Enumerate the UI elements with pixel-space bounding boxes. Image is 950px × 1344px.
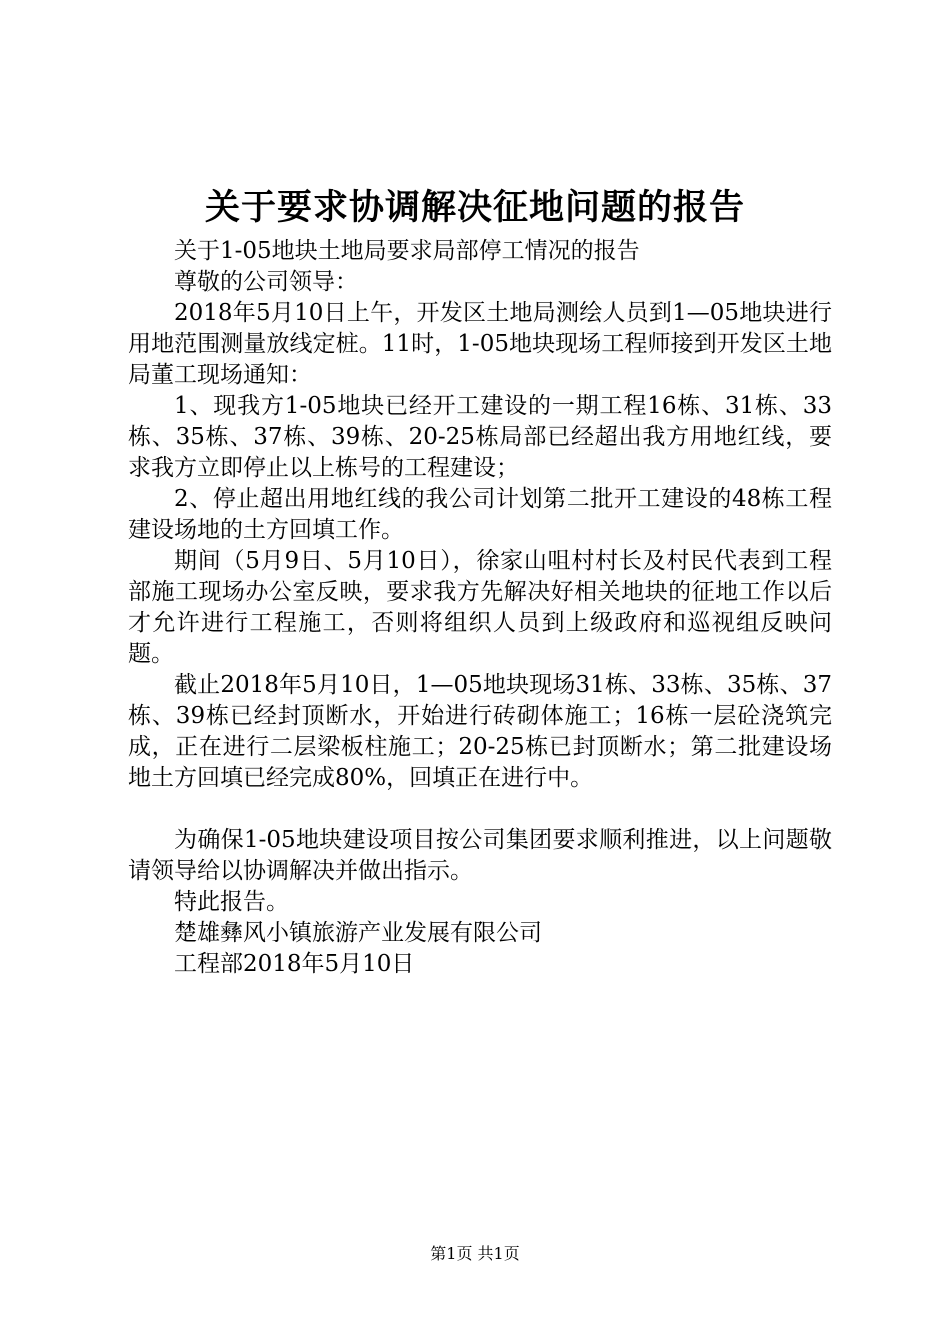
document-body <box>128 236 832 980</box>
paragraph-request: 为确保1-05地块建设项目按公司集团要求顺利推进，以上问题敬请领导给以协调解决并做出指示。 <box>128 827 832 884</box>
salutation: 尊敬的公司领导： <box>174 269 358 295</box>
paragraph-progress: 截止2018年5月10日，1—05地块现场31栋、33栋、35栋、37栋、39栋已经封顶断水，开始进行砖砌体施工；16栋一层砼浇筑完成，正在进行二层梁板柱施工；20-25栋已封顶断水；第二批建设场地土方回填已经完成80%，回填正在进行中。 <box>128 672 832 791</box>
page-number-footer: 第1页 共1页 <box>430 1244 520 1263</box>
signature-department-date: 工程部2018年5月10日 <box>174 951 415 977</box>
report-subtitle: 关于1-05地块土地局要求局部停工情况的报告 <box>174 238 640 264</box>
paragraph-item-2: 2、停止超出用地红线的我公司计划第二批开工建设的48栋工程建设场地的土方回填工作。 <box>128 486 832 543</box>
paragraph-survey: 2018年5月10日上午，开发区土地局测绘人员到1—05地块进行用地范围测量放线定桩。11时，1-05地块现场工程师接到开发区土地局董工现场通知： <box>128 300 832 388</box>
paragraph-item-1: 1、现我方1-05地块已经开工建设的一期工程16栋、31栋、33栋、35栋、37栋、39栋、20-25栋局部已经超出我方用地红线，要求我方立即停止以上栋号的工程建设； <box>128 393 832 481</box>
document-title: 关于要求协调解决征地问题的报告 <box>204 187 745 228</box>
blank-line <box>128 794 832 825</box>
paragraph-villagers: 期间（5月9日、5月10日），徐家山咀村村长及村民代表到工程部施工现场办公室反映，要求我方先解决好相关地块的征地工作以后才允许进行工程施工，否则将组织人员到上级政府和巡视组反映问题。 <box>128 548 832 667</box>
signature-company: 楚雄彝风小镇旅游产业发展有限公司 <box>174 920 542 946</box>
closing-phrase: 特此报告。 <box>174 889 289 915</box>
